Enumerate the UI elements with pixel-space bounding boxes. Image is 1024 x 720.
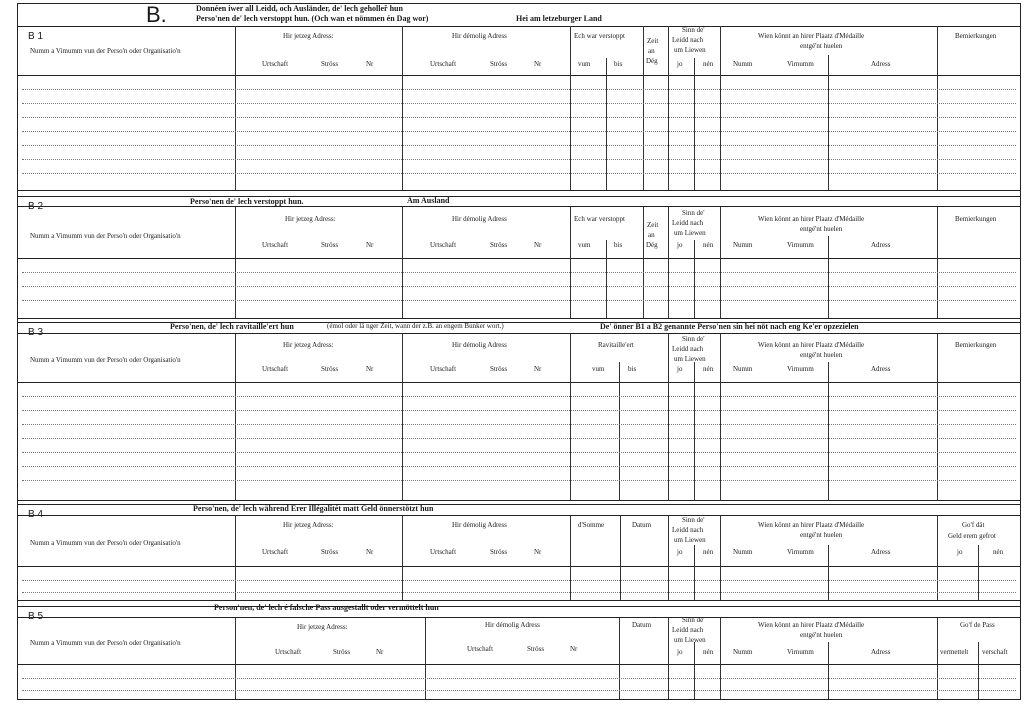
- b1-zeit: Zeit: [647, 37, 659, 45]
- entry-row-b1[interactable]: [20, 76, 1018, 88]
- b2-virnumm: Virnumm: [787, 241, 814, 249]
- b5-adress: Adress: [871, 648, 891, 656]
- b5-col-old-address: Hir démolig Adress: [485, 621, 540, 629]
- entry-row-b3[interactable]: [20, 425, 1018, 437]
- b2-bis: bis: [614, 241, 623, 249]
- entry-row-b3[interactable]: [20, 439, 1018, 451]
- entry-row-b2[interactable]: [20, 301, 1018, 317]
- entry-row-b1[interactable]: [20, 160, 1018, 172]
- b5-old-urtschaft: Urtschaft: [467, 645, 494, 653]
- b2-nen: nén: [703, 241, 714, 249]
- b2-col-hidden: Ech war verstoppt: [574, 215, 625, 223]
- b4-geld-jo: jo: [957, 548, 963, 556]
- b2-old-nr: Nr: [534, 241, 542, 249]
- b5-col-datum: Datum: [632, 621, 652, 629]
- b4-virnumm: Virnumm: [787, 548, 814, 556]
- b4-nen: nén: [703, 548, 714, 556]
- entry-row-b1[interactable]: [20, 132, 1018, 144]
- b2-deg: Dég: [646, 241, 658, 249]
- b4-jo: jo: [677, 548, 683, 556]
- b3-note: (émol oder lä nger Zeit, wann der z.B. an engem Bunker wort.): [327, 322, 504, 330]
- b5-verschaft: verschaft: [982, 648, 1008, 656]
- b2-title: Perso'nen de' lech verstoppt hun.: [190, 197, 304, 206]
- b3-nr: Nr: [366, 365, 374, 373]
- b5-virnumm: Virnumm: [787, 648, 814, 656]
- entry-row-b3[interactable]: [20, 411, 1018, 423]
- b5-vermettelt: vermettelt: [940, 648, 969, 656]
- b1-nen: nén: [703, 60, 714, 68]
- b2-jo: jo: [677, 241, 683, 249]
- b5-col-name: Numm a Vimumm vun der Perso'n oder Organisatio'n: [30, 639, 181, 647]
- table-rule: [18, 606, 1020, 607]
- b1-sinn: Sinn de': [682, 26, 705, 34]
- b4-old-stross: Ströss: [490, 548, 508, 556]
- b4-col-geld1: Go'f dät: [962, 521, 985, 529]
- b1-leidd: Leidd nach: [672, 36, 704, 44]
- entry-row-b2[interactable]: [20, 259, 1018, 271]
- b5-leidd: Leidd nach: [672, 626, 704, 634]
- b1-col-remarks: Bemierkungen: [955, 32, 997, 40]
- b3-numm: Numm: [733, 365, 753, 373]
- b2-an: an: [648, 231, 655, 239]
- b4-leidd: Leidd nach: [672, 526, 704, 534]
- b2-old-urtschaft: Urtschaft: [430, 241, 457, 249]
- b4-urtschaft: Urtschaft: [262, 548, 289, 556]
- b3-old-nr: Nr: [534, 365, 542, 373]
- table-rule: [18, 318, 1020, 319]
- table-rule: [18, 515, 1020, 516]
- entry-row-b5[interactable]: [20, 691, 1018, 698]
- section-id-b5: B 5: [28, 611, 44, 622]
- table-rule: [18, 206, 1020, 207]
- b5-nen: nén: [703, 648, 714, 656]
- entry-row-b3[interactable]: [20, 467, 1018, 479]
- entry-row-b4[interactable]: [20, 567, 1018, 579]
- b2-vum: vum: [578, 241, 591, 249]
- section-id-b1: B 1: [28, 31, 44, 42]
- b4-geld-nen: nén: [993, 548, 1004, 556]
- b3-col-old-address: Hir démolig Adress: [452, 341, 507, 349]
- b2-subtitle: Am Ausland: [407, 196, 450, 205]
- b4-col-somme: d'Somme: [578, 521, 605, 529]
- b3-col-name: Numm a Vimumm vun der Perso'n oder Organisatio'n: [30, 356, 181, 364]
- b1-deg: Dég: [646, 57, 658, 65]
- entry-row-b4[interactable]: [20, 581, 1018, 591]
- b1-col-medal: Wien könnt an hirer Plaatz d'Médaille: [758, 32, 865, 40]
- b3-leidd: Leidd nach: [672, 345, 704, 353]
- b5-urtschaft: Urtschaft: [275, 648, 302, 656]
- b1-old-nr: Nr: [534, 60, 542, 68]
- b3-old-stross: Ströss: [490, 365, 508, 373]
- b2-sinn: Sinn de': [682, 209, 705, 217]
- entry-row-b5[interactable]: [20, 679, 1018, 689]
- b4-adress: Adress: [871, 548, 891, 556]
- b1-bis: bis: [614, 60, 623, 68]
- b5-sinn: Sinn de': [682, 616, 705, 624]
- b4-col-datum: Datum: [632, 521, 652, 529]
- form-heading-line2: Perso'nen de' lech verstoppt hun. (Och wan et nömmen én Dag wor): [196, 14, 429, 23]
- b4-sinn: Sinn de': [682, 516, 705, 524]
- b4-stross: Ströss: [321, 548, 339, 556]
- b1-jo: jo: [677, 60, 683, 68]
- b2-adress: Adress: [871, 241, 891, 249]
- b3-bis: bis: [628, 365, 637, 373]
- b4-col-name: Numm a Vimumm vun der Perso'n oder Organisatio'n: [30, 539, 181, 547]
- b5-jo: jo: [677, 648, 683, 656]
- b4-old-nr: Nr: [534, 548, 542, 556]
- b2-zeit: Zeit: [647, 221, 659, 229]
- b3-nen: nén: [703, 365, 714, 373]
- b5-title: Person'nen, de' lech é falsche Pass ausgestallt oder vermöttelt hun: [214, 603, 439, 612]
- b3-liewen: um Liewen: [674, 355, 706, 363]
- b1-liewen: um Liewen: [674, 46, 706, 54]
- b3-sinn: Sinn de': [682, 335, 705, 343]
- b1-col-hidden: Ech war verstoppt: [574, 32, 625, 40]
- entry-row-b4[interactable]: [20, 593, 1018, 599]
- form-letter: B.: [146, 2, 167, 27]
- b1-urtschaft: Urtschaft: [262, 60, 289, 68]
- b2-col-medal: Wien könnt an hirer Plaatz d'Médaille: [758, 215, 865, 223]
- b5-col-medal2: entgé'nt huelen: [800, 631, 843, 639]
- table-rule: [18, 333, 1020, 334]
- b1-col-old-address: Hir démolig Adress: [452, 32, 507, 40]
- table-rule: [18, 190, 1020, 191]
- b5-col-pass: Go'f de Pass: [960, 621, 995, 629]
- b2-stross: Ströss: [321, 241, 339, 249]
- b2-liewen: um Liewen: [674, 229, 706, 237]
- b5-nr: Nr: [376, 648, 384, 656]
- b1-an: an: [648, 47, 655, 55]
- entry-row-b3[interactable]: [20, 453, 1018, 465]
- b5-col-current-address: Hir jetzeg Adress:: [297, 623, 348, 631]
- b2-leidd: Leidd nach: [672, 219, 704, 227]
- b4-col-medal: Wien könnt an hirer Plaatz d'Médaille: [758, 521, 865, 529]
- table-rule: [18, 600, 1020, 601]
- b1-col-medal2: entgé'nt huelen: [800, 42, 843, 50]
- b5-old-nr: Nr: [570, 645, 578, 653]
- table-rule: [18, 196, 1020, 197]
- entry-row-b5[interactable]: [20, 665, 1018, 677]
- b4-liewen: um Liewen: [674, 536, 706, 544]
- b4-col-current-address: Hir jetzeg Adress:: [283, 521, 334, 529]
- b1-nr: Nr: [366, 60, 374, 68]
- b2-old-stross: Ströss: [490, 241, 508, 249]
- b1-old-urtschaft: Urtschaft: [430, 60, 457, 68]
- b2-col-old-address: Hir démolig Adress: [452, 215, 507, 223]
- b1-numm: Numm: [733, 60, 753, 68]
- table-rule: [18, 500, 1020, 501]
- entry-row-b3[interactable]: [20, 383, 1018, 395]
- b4-nr: Nr: [366, 548, 374, 556]
- entry-row-b1[interactable]: [20, 118, 1018, 130]
- form-heading-suffix: Hei am letzeburger Land: [516, 14, 602, 23]
- b2-numm: Numm: [733, 241, 753, 249]
- b1-vum: vum: [578, 60, 591, 68]
- b5-old-stross: Ströss: [527, 645, 545, 653]
- b1-stross: Ströss: [321, 60, 339, 68]
- entry-row-b1[interactable]: [20, 174, 1018, 189]
- b3-jo: jo: [677, 365, 683, 373]
- section-id-b4: B 4: [28, 509, 44, 520]
- b4-col-medal2: entgé'nt huelen: [800, 531, 843, 539]
- entry-row-b3[interactable]: [20, 397, 1018, 409]
- b3-old-urtschaft: Urtschaft: [430, 365, 457, 373]
- entry-row-b2[interactable]: [20, 287, 1018, 299]
- b4-title: Perso'nen, de' lech während Erer Illégalitét matt Geld önnerstötzt hun: [193, 504, 434, 513]
- b5-stross: Ströss: [333, 648, 351, 656]
- b4-numm: Numm: [733, 548, 753, 556]
- b5-numm: Numm: [733, 648, 753, 656]
- b3-col-current-address: Hir jetzeg Adress:: [283, 341, 334, 349]
- b3-col-remarks: Bemierkungen: [955, 341, 997, 349]
- section-id-b3: B 3: [28, 327, 44, 338]
- table-rule: [18, 504, 1020, 505]
- entry-row-b1[interactable]: [20, 104, 1018, 116]
- b2-col-medal2: entgé'nt huelen: [800, 225, 843, 233]
- entry-row-b3[interactable]: [20, 481, 1018, 499]
- b3-title: Perso'nen, de' lech ravitaille'ert hun: [170, 322, 294, 331]
- b1-col-name: Numm a Vimumm vun der Perso'n oder Organisatio'n: [30, 47, 181, 55]
- b4-col-old-address: Hir démolig Adress: [452, 521, 507, 529]
- entry-row-b1[interactable]: [20, 146, 1018, 158]
- b2-col-current-address: Hir jetzeg Adress:: [285, 215, 336, 223]
- b3-col-medal2: entgé'nt huelen: [800, 351, 843, 359]
- table-rule: [18, 26, 1020, 27]
- b3-virnumm: Virnumm: [787, 365, 814, 373]
- b1-virnumm: Virnumm: [787, 60, 814, 68]
- b3-vum: vum: [592, 365, 605, 373]
- b5-col-medal: Wien könnt an hirer Plaatz d'Médaille: [758, 621, 865, 629]
- table-rule: [18, 617, 1020, 618]
- entry-row-b2[interactable]: [20, 273, 1018, 285]
- b3-col-medal: Wien könnt an hirer Plaatz d'Médaille: [758, 341, 865, 349]
- section-id-b2: B 2: [28, 201, 44, 212]
- b5-liewen: um Liewen: [674, 636, 706, 644]
- b1-adress: Adress: [871, 60, 891, 68]
- b4-col-geld2: Geld erem gefrot: [948, 532, 996, 540]
- b1-old-stross: Ströss: [490, 60, 508, 68]
- b4-old-urtschaft: Urtschaft: [430, 548, 457, 556]
- b3-col-ravitaille: Ravitaille'ert: [598, 341, 634, 349]
- entry-row-b1[interactable]: [20, 90, 1018, 102]
- b3-note2: De' önner B1 a B2 genannte Perso'nen sin hei nöt nach eng Ke'er opzezielen: [600, 322, 859, 331]
- b2-col-remarks: Bemierkungen: [955, 215, 997, 223]
- b3-adress: Adress: [871, 365, 891, 373]
- table-rule: [18, 322, 1020, 323]
- form-heading-line1: Donnéen iwer all Leidd, och Ausländer, de' lech geholleř hun: [196, 4, 403, 13]
- b2-col-name: Numm a Vimumm vun der Perso'n oder Organisatio'n: [30, 232, 181, 240]
- b3-stross: Ströss: [321, 365, 339, 373]
- b3-urtschaft: Urtschaft: [262, 365, 289, 373]
- b1-col-current-address: Hir jetzeg Adress:: [283, 32, 334, 40]
- b2-urtschaft: Urtschaft: [262, 241, 289, 249]
- b2-nr: Nr: [366, 241, 374, 249]
